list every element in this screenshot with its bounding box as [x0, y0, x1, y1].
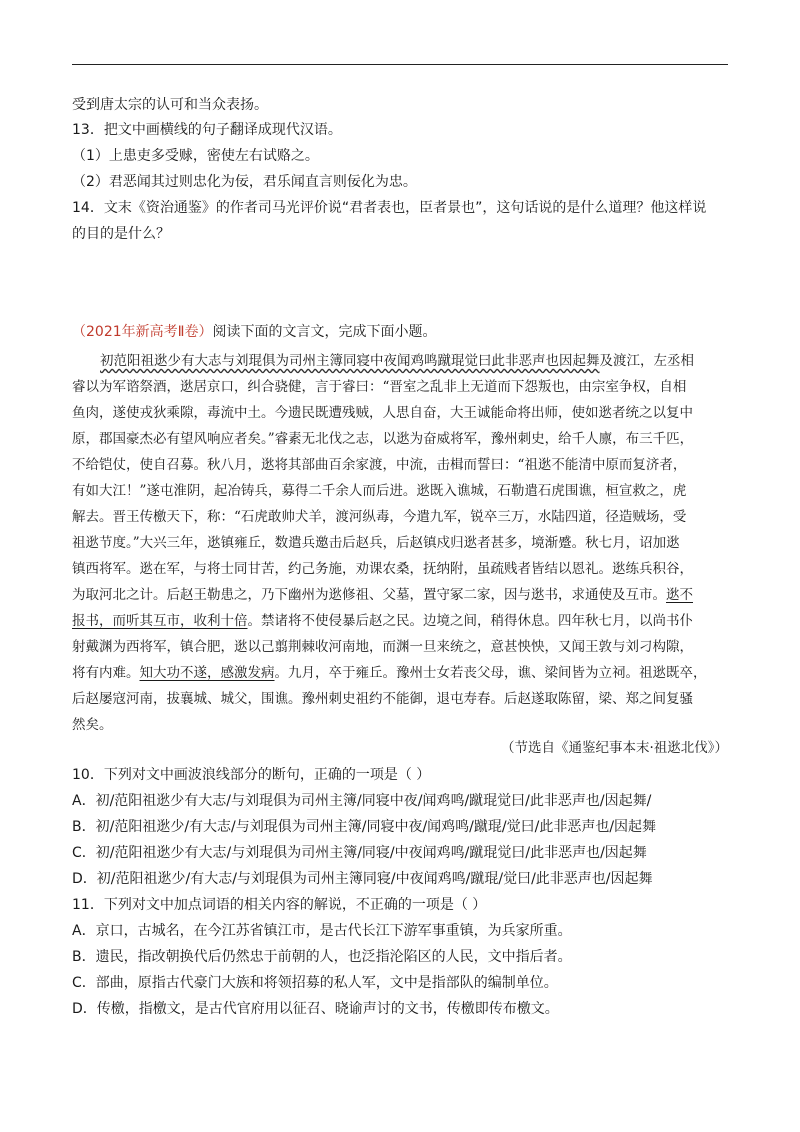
q11-option-a: A．京口，古城名，在今江苏省镇江市，是古代长江下游军事重镇，为兵家所重。: [72, 923, 572, 939]
q14-line-1: 14．文末《资治通鉴》的作者司马光评价说“君者表也，臣者景也”，这句话说的是什么道理？他这样说: [72, 200, 707, 216]
q10-title: 10．下列对文中画波浪线部分的断句，正确的一项是（ ）: [72, 767, 431, 783]
header-rule: [72, 64, 728, 65]
exam-source-tag: （2021年新高考Ⅱ卷）: [72, 324, 213, 340]
passage-line: 将有内难。知大功不遂，感激发病。九月，卒于雍丘。豫州士女若丧父母，谯、梁间皆为立祠。祖逖既卒，: [72, 665, 707, 681]
passage-line: 镇西将军。逖在军，与将士同甘苦，约己务施，劝课农桑，抚纳附，虽疏贱者皆结以恩礼。逖练兵积谷，: [72, 561, 693, 577]
q11-option-d: D．传檄，指檄文，是古代官府用以征召、晓谕声讨的文书，传檄即传布檄文。: [72, 1001, 559, 1017]
underlined-sentence: 逖不: [666, 587, 693, 603]
passage-line: 后赵屡寇河南，拔襄城、城父，围谯。豫州刺史祖约不能御，退屯寿春。后赵遂取陈留，梁、郑之间复骚: [72, 691, 693, 707]
passage-line: 为取河北之计。后赵王勒患之，乃下幽州为逖修祖、父墓，置守冢二家，因与逖书，求通使及互市。逖不: [72, 587, 693, 603]
q10-option-a: A．初/范阳祖逖少有大志/与刘琨俱为司州主簿/同寝中夜/闻鸡鸣/蹴琨觉曰/此非恶声也/因起舞/: [72, 793, 652, 809]
passage-line: 初范阳祖逖少有大志与刘琨俱为司州主簿同寝中夜闻鸡鸣蹴琨觉曰此非恶声也因起舞及渡江，左丞相: [100, 353, 694, 369]
wavy-underlined-text: 初范阳祖逖少有大志与刘琨俱为司州主簿同寝中夜闻鸡鸣蹴琨觉曰此非恶声也因起舞: [100, 353, 600, 369]
classical-passage: [72, 348, 732, 738]
passage-source: （节选自《通鉴纪事本末·祖逖北伐》）: [500, 740, 728, 756]
passage-line: 然矣。: [72, 717, 113, 733]
passage-line: 解去。晋王传檄天下，称：“石虎敢帅犬羊，渡河纵毒，今遣九军，锐卒三万，水陆四道，径造贼场，受: [72, 509, 687, 525]
q11-title: 11．下列对文中加点词语的相关内容的解说，不正确的一项是（ ）: [72, 897, 487, 913]
underlined-sentence: 知大功不遂，感激发病: [139, 665, 275, 681]
prev-passage-tail: 受到唐太宗的认可和当众表扬。: [72, 97, 268, 113]
q13-title: 13．把文中画横线的句子翻译成现代汉语。: [72, 122, 342, 138]
q13-sentence-1: （1）上患吏多受赇，密使左右试赂之。: [72, 148, 319, 164]
section-intro: 阅读下面的文言文，完成下面小题。: [212, 324, 437, 340]
q10-option-d: D．初/范阳祖逖少/有大志/与刘琨俱为司州主簿同寝/中夜闻鸡鸣/蹴琨/觉曰/此非恶声也/因起舞: [72, 871, 653, 887]
passage-line: 报书，而听其互市，收利十倍。禁诸将不使侵暴后赵之民。边境之间，稍得休息。四年秋七月，以尚书仆: [72, 613, 693, 629]
passage-line: 射戴渊为西将军，镇合肥，逖以己翦荆棘收河南地，而渊一旦来统之，意甚怏怏，又闻王敦与刘刁构隙，: [72, 639, 693, 655]
q10-option-b: B．初/范阳祖逖少/有大志/与刘琨俱为司州主簿/同寝中夜/闻鸡鸣/蹴琨/觉曰/此非恶声也/因起舞: [72, 819, 657, 835]
q11-option-c: C．部曲，原指古代豪门大族和将领招募的私人军，文中是指部队的编制单位。: [72, 975, 558, 991]
q11-option-b: B．遗民，指改朝换代后仍然忠于前朝的人，也泛指沦陷区的人民，文中指后者。: [72, 949, 572, 965]
passage-line: 原，郡国豪杰必有望风响应者矣。”睿素无北伐之志，以逖为奋威将军，豫州刺史，给千人廪，布三千匹，: [72, 431, 694, 447]
passage-line: 不给铠仗，使自召募。秋八月，逖将其部曲百余家渡，中流，击楫而誓曰：“祖逖不能清中原而复济者，: [72, 457, 687, 473]
passage-line: 鱼肉，遂使戎狄乘隙，毒流中土。今遗民既遭残贼，人思自奋，大王诚能命将出师，使如逖者统之以复中: [72, 405, 693, 421]
passage-line: 睿以为军谘祭酒，逖居京口，纠合骁健，言于睿曰：“晋室之乱非上无道而下怨叛也，由宗室争权，自相: [72, 379, 687, 395]
passage-line: 祖逖节度。”大兴三年，逖镇雍丘，数遣兵邀击后赵兵，后赵镇戍归逖者甚多，境渐蹙。秋七月，诏加逖: [72, 535, 680, 551]
q14-line-2: 的目的是什么？: [72, 226, 170, 242]
q10-option-c: C．初/范阳祖逖少有大志/与刘琨俱为司州主簿/同寝/中夜闻鸡鸣/蹴琨觉曰/此非恶声也/因起舞: [72, 845, 647, 861]
q13-sentence-2: （2）君恶闻其过则忠化为佞，君乐闻直言则佞化为忠。: [72, 174, 417, 190]
section-header: [72, 322, 728, 342]
underlined-sentence: 报书，而听其互市，收利十倍: [72, 613, 248, 629]
passage-line: 有如大江！”遂屯淮阴，起冶铸兵，募得二千余人而后进。逖既入谯城，石勒遣石虎围谯，桓宣救之，虎: [72, 483, 687, 499]
